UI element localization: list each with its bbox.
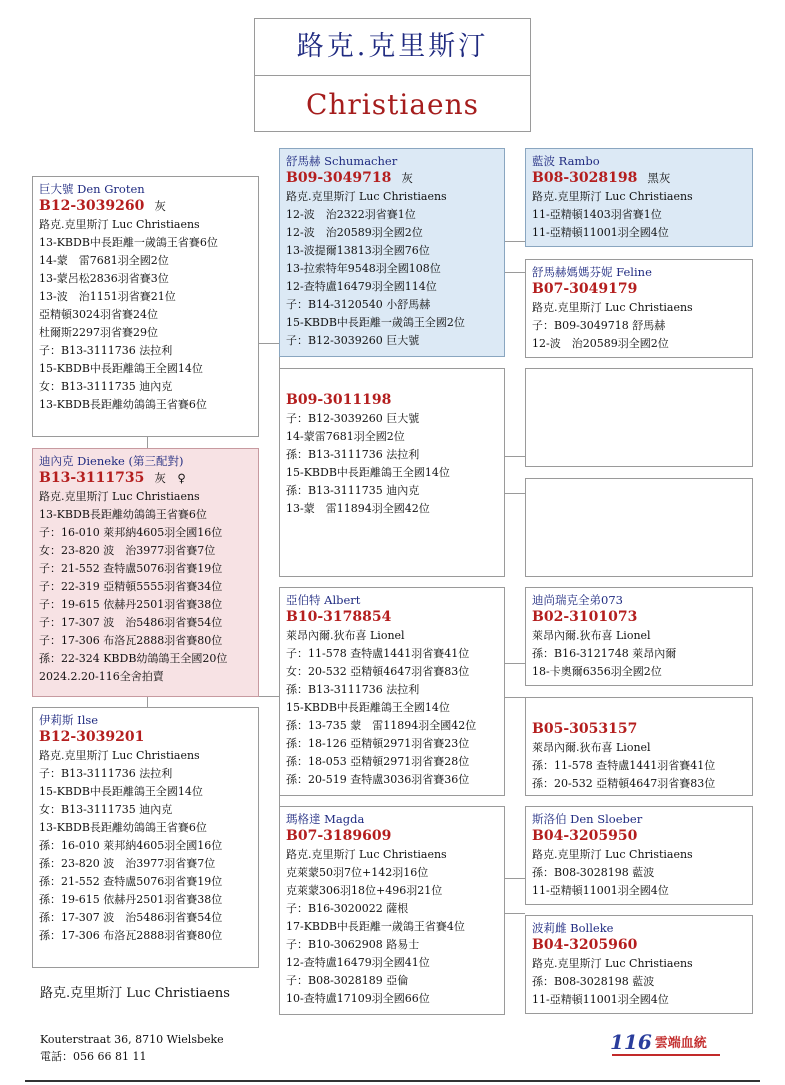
record-line: 14-蒙 雷7681羽全國2位 — [39, 254, 169, 267]
dam-dam-ring — [286, 827, 498, 846]
record-line: 子：16-010 萊邦納4605羽全國16位 — [39, 526, 223, 539]
ds-sire-ring — [532, 608, 746, 627]
record-line: 12-波 治2322羽省賽1位 — [286, 208, 416, 221]
dd-sire-details — [532, 846, 746, 900]
connector-dam-mate — [147, 697, 148, 707]
record-line: 子：B16-3020022 薩根 — [286, 902, 409, 915]
connector-sire-dam — [147, 437, 148, 448]
record-line: 12-查特盧16479羽全國41位 — [286, 956, 430, 969]
record-line: 11-亞精頓1403羽省賽1位 — [532, 208, 662, 221]
record-line: 亞精頓3024羽省賽24位 — [39, 308, 158, 321]
record-line: 13-波提爾13813羽全國76位 — [286, 244, 430, 257]
record-line: 萊昂內爾.狄布喜 Lionel — [286, 629, 405, 642]
dam-sire-details — [286, 627, 498, 789]
record-line: 子：B14-3120540 小舒馬赫 — [286, 298, 431, 311]
record-line: 13-KBDB長距離幼鴿鴿王省賽6位 — [39, 821, 207, 834]
sire-sire-name: 舒馬赫 Schumacher — [286, 154, 398, 168]
mate-card — [32, 707, 259, 968]
record-line: 路克.克里斯汀 Luc Christiaens — [532, 848, 693, 861]
record-line: 2024.2.20-116全舍拍賣 — [39, 670, 164, 683]
record-line: 孫：B08-3028198 藍波 — [532, 866, 655, 879]
logo-text: 雲端血統 — [654, 1036, 707, 1051]
sire-details — [39, 216, 252, 414]
ss-dam-card — [525, 259, 753, 358]
record-line: 路克.克里斯汀 Luc Christiaens — [39, 749, 200, 762]
record-line: 路克.克里斯汀 Luc Christiaens — [39, 490, 200, 503]
sire-dam-ring-number: B09-3011198 — [286, 392, 392, 408]
sire-sire-details — [286, 188, 498, 350]
mate-ring-number: B12-3039201 — [39, 729, 145, 745]
sire-ring — [39, 197, 252, 216]
ds-sire-ring-number: B02-3101073 — [532, 609, 638, 625]
dam-details — [39, 488, 252, 686]
page-title-english: Christiaens — [305, 88, 480, 121]
ds-dam-ring — [532, 720, 746, 739]
ss-sire-color: 黑灰 — [647, 171, 671, 185]
dd-dam-ring-number: B04-3205960 — [532, 937, 638, 953]
record-line: 孫：23-820 波 治3977羽省賽7位 — [39, 857, 216, 870]
record-line: 子：B10-3062908 路易士 — [286, 938, 420, 951]
record-line: 子：B08-3028189 亞倫 — [286, 974, 409, 987]
dd-sire-ring — [532, 827, 746, 846]
dd-sire-ring-number: B04-3205950 — [532, 828, 638, 844]
ss-dam-ring-number: B07-3049179 — [532, 281, 638, 297]
dam-sire-ring — [286, 608, 498, 627]
record-line: 女：23-820 波 治3977羽省賽7位 — [39, 544, 216, 557]
record-line: 路克.克里斯汀 Luc Christiaens — [286, 848, 447, 861]
ds-dam-ring-number: B05-3053157 — [532, 721, 638, 737]
dam-name: 迪內克 Dieneke (第三配對) — [39, 454, 184, 468]
record-line: 子：11-578 查特盧1441羽省賽41位 — [286, 647, 470, 660]
connector-ss-grand — [505, 241, 525, 242]
sire-dam-ring — [286, 391, 498, 410]
record-line: 14-蒙雷7681羽全國2位 — [286, 430, 405, 443]
record-line: 12-波 治20589羽全國2位 — [532, 337, 669, 350]
record-line: 15-KBDB中長距離一歲鴿王全國2位 — [286, 316, 465, 329]
owner-address: Kouterstraat 36, 8710 Wielsbeke — [40, 1033, 224, 1046]
record-line: 孫：B16-3121748 萊昂內爾 — [532, 647, 677, 660]
record-line: 孫：22-324 KBDB幼鴿鴿王全國20位 — [39, 652, 228, 665]
dam-ring-number: B13-3111735 — [39, 470, 145, 486]
sire-dam-card — [279, 368, 505, 577]
dd-sire-card — [525, 806, 753, 905]
dd-dam-details — [532, 955, 746, 1009]
record-line: 路克.克里斯汀 Luc Christiaens — [532, 301, 693, 314]
record-line: 13-KBDB長距離幼鴿鴿王省賽6位 — [39, 398, 207, 411]
owner-name: 路克.克里斯汀 Luc Christiaens — [40, 986, 230, 1001]
owner-phone: 電話：056 66 81 11 — [40, 1050, 147, 1063]
record-line: 孫：19-615 依赫丹2501羽省賽38位 — [39, 893, 223, 906]
ss-sire-ring — [532, 169, 746, 188]
sd-sire-card-empty — [525, 368, 753, 467]
record-line: 孫：B13-3111735 迪內克 — [286, 484, 420, 497]
record-line: 孫：B13-3111736 法拉利 — [286, 683, 420, 696]
record-line: 萊昂內爾.狄布喜 Lionel — [532, 741, 651, 754]
dam-sire-ring-number: B10-3178854 — [286, 609, 392, 625]
record-line: 杜爾斯2297羽省賽29位 — [39, 326, 158, 339]
dam-dam-details — [286, 846, 498, 1008]
record-line: 女：20-532 亞精頓4647羽省賽83位 — [286, 665, 470, 678]
record-line: 孫：13-735 蒙 雷11894羽全國42位 — [286, 719, 477, 732]
record-line: 13-KBDB長距離幼鴿鴿王省賽6位 — [39, 508, 207, 521]
mate-details — [39, 747, 252, 945]
record-line: 孫：16-010 萊邦納4605羽全國16位 — [39, 839, 223, 852]
record-line: 11-亞精頓11001羽全國4位 — [532, 226, 669, 239]
record-line: 子：B13-3111736 法拉利 — [39, 344, 173, 357]
record-line: 孫：B08-3028198 藍波 — [532, 975, 655, 988]
dam-dam-name: 瑪格達 Magda — [286, 812, 365, 826]
record-line: 萊昂內爾.狄布喜 Lionel — [532, 629, 651, 642]
ss-sire-details — [532, 188, 746, 242]
sire-dam-details — [286, 410, 498, 518]
ss-dam-ring — [532, 280, 746, 299]
record-line: 路克.克里斯汀 Luc Christiaens — [532, 957, 693, 970]
logo-underline — [612, 1054, 720, 1056]
dd-dam-card — [525, 915, 753, 1014]
record-line: 13-KBDB中長距離一歲鴿王省賽6位 — [39, 236, 218, 249]
record-line: 子：17-306 布洛瓦2888羽省賽80位 — [39, 634, 223, 647]
record-line: 13-蒙 雷11894羽全國42位 — [286, 502, 430, 515]
dam-sire-card — [279, 587, 505, 796]
ds-dam-details — [532, 739, 746, 793]
record-line: 孫：17-306 布洛瓦2888羽省賽80位 — [39, 929, 223, 942]
record-line: 17-KBDB中長距離一歲鴿王省賽4位 — [286, 920, 465, 933]
record-line: 孫：20-519 查特盧3036羽省賽36位 — [286, 773, 470, 786]
bottom-divider — [25, 1080, 760, 1082]
dd-sire-name: 斯洛伯 Den Sloeber — [532, 812, 643, 826]
sire-color: 灰 — [154, 199, 166, 213]
connector-ds-grand-2 — [505, 697, 525, 698]
dam-ring — [39, 469, 252, 488]
sire-card — [32, 176, 259, 437]
connector-dd-grand — [505, 878, 525, 879]
record-line: 克萊蒙306羽18位+496羽21位 — [286, 884, 443, 897]
ss-dam-details — [532, 299, 746, 353]
record-line: 路克.克里斯汀 Luc Christiaens — [286, 190, 447, 203]
ds-sire-card — [525, 587, 753, 686]
record-line: 女：B13-3111735 迪內克 — [39, 803, 173, 816]
record-line: 子：B09-3049718 舒馬赫 — [532, 319, 666, 332]
title-box — [254, 18, 531, 132]
record-line: 15-KBDB中長距離鴿王全國14位 — [39, 785, 203, 798]
sire-sire-card — [279, 148, 505, 357]
record-line: 11-亞精頓11001羽全國4位 — [532, 884, 669, 897]
owner-contact — [40, 1031, 224, 1065]
record-line: 子：17-307 波 治5486羽省賽54位 — [39, 616, 223, 629]
record-line: 孫：B13-3111736 法拉利 — [286, 448, 420, 461]
record-line: 克萊蒙50羽7位+142羽16位 — [286, 866, 429, 879]
record-line: 子：22-319 亞精頓5555羽省賽34位 — [39, 580, 223, 593]
record-line: 子：B13-3111736 法拉利 — [39, 767, 173, 780]
dd-dam-ring — [532, 936, 746, 955]
record-line: 女：B13-3111735 迪內克 — [39, 380, 173, 393]
dam-sire-name: 亞伯特 Albert — [286, 593, 361, 607]
record-line: 12-波 治20589羽全國2位 — [286, 226, 423, 239]
ss-dam-name: 舒馬赫媽媽芬妮 Feline — [532, 265, 652, 279]
record-line: 子：B12-3039260 巨大號 — [286, 334, 420, 347]
record-line: 孫：17-307 波 治5486羽省賽54位 — [39, 911, 223, 924]
site-logo[interactable] — [610, 1030, 707, 1054]
connector-ss-grand-2 — [505, 272, 525, 273]
connector-sd-grand — [505, 456, 525, 457]
record-line: 孫：20-532 亞精頓4647羽省賽83位 — [532, 777, 716, 790]
sire-ring-number: B12-3039260 — [39, 198, 145, 214]
record-line: 10-查特盧17109羽全國66位 — [286, 992, 430, 1005]
sire-name: 巨大號 Den Groten — [39, 182, 145, 196]
record-line: 12-查特盧16479羽全國114位 — [286, 280, 437, 293]
record-line: 路克.克里斯汀 Luc Christiaens — [532, 190, 693, 203]
record-line: 13-拉索特年9548羽全國108位 — [286, 262, 441, 275]
record-line: 子：B12-3039260 巨大號 — [286, 412, 420, 425]
ds-sire-name: 迪尚瑞克全弟073 — [532, 593, 623, 607]
mate-ring — [39, 728, 252, 747]
record-line: 子：21-552 查特盧5076羽省賽19位 — [39, 562, 223, 575]
connector-ds-grand — [505, 663, 525, 664]
record-line: 13-波 治1151羽省賽21位 — [39, 290, 176, 303]
ds-dam-card — [525, 697, 753, 796]
record-line: 15-KBDB中長距離鴿王全國14位 — [39, 362, 203, 375]
connector-sire-to-parents — [259, 343, 279, 344]
record-line: 15-KBDB中長距離鴿王全國14位 — [286, 701, 450, 714]
record-line: 孫：21-552 查特盧5076羽省賽19位 — [39, 875, 223, 888]
record-line: 13-蒙呂松2836羽省賽3位 — [39, 272, 169, 285]
record-line: 路克.克里斯汀 Luc Christiaens — [39, 218, 200, 231]
sd-dam-card-empty — [525, 478, 753, 577]
record-line: 孫：11-578 查特盧1441羽省賽41位 — [532, 759, 716, 772]
sire-sire-ring — [286, 169, 498, 188]
sire-sire-ring-number: B09-3049718 — [286, 170, 392, 186]
page-title-chinese: 路克.克里斯汀 — [255, 19, 530, 76]
dam-color-sex: 灰 ♀ — [154, 471, 186, 485]
record-line: 孫：18-126 亞精頓2971羽省賽23位 — [286, 737, 470, 750]
ss-sire-card — [525, 148, 753, 247]
dam-dam-card — [279, 806, 505, 1015]
sire-sire-color: 灰 — [401, 171, 413, 185]
dam-card — [32, 448, 259, 697]
connector-dd-grand-2 — [505, 913, 525, 914]
ds-sire-details — [532, 627, 746, 681]
record-line: 孫：18-053 亞精頓2971羽省賽28位 — [286, 755, 470, 768]
record-line: 子：19-615 依赫丹2501羽省賽38位 — [39, 598, 223, 611]
record-line: 18-卡奧爾6356羽全國2位 — [532, 665, 662, 678]
ss-sire-ring-number: B08-3028198 — [532, 170, 638, 186]
dd-dam-name: 波莉雌 Bolleke — [532, 921, 614, 935]
dam-dam-ring-number: B07-3189609 — [286, 828, 392, 844]
connector-sd-grand-2 — [505, 493, 525, 494]
record-line: 15-KBDB中長距離鴿王全國14位 — [286, 466, 450, 479]
ss-sire-name: 藍波 Rambo — [532, 154, 600, 168]
logo-number: 116 — [610, 1030, 652, 1054]
connector-dam-to-parents — [259, 696, 279, 697]
mate-name: 伊莉斯 Ilse — [39, 713, 99, 727]
record-line: 11-亞精頓11001羽全國4位 — [532, 993, 669, 1006]
